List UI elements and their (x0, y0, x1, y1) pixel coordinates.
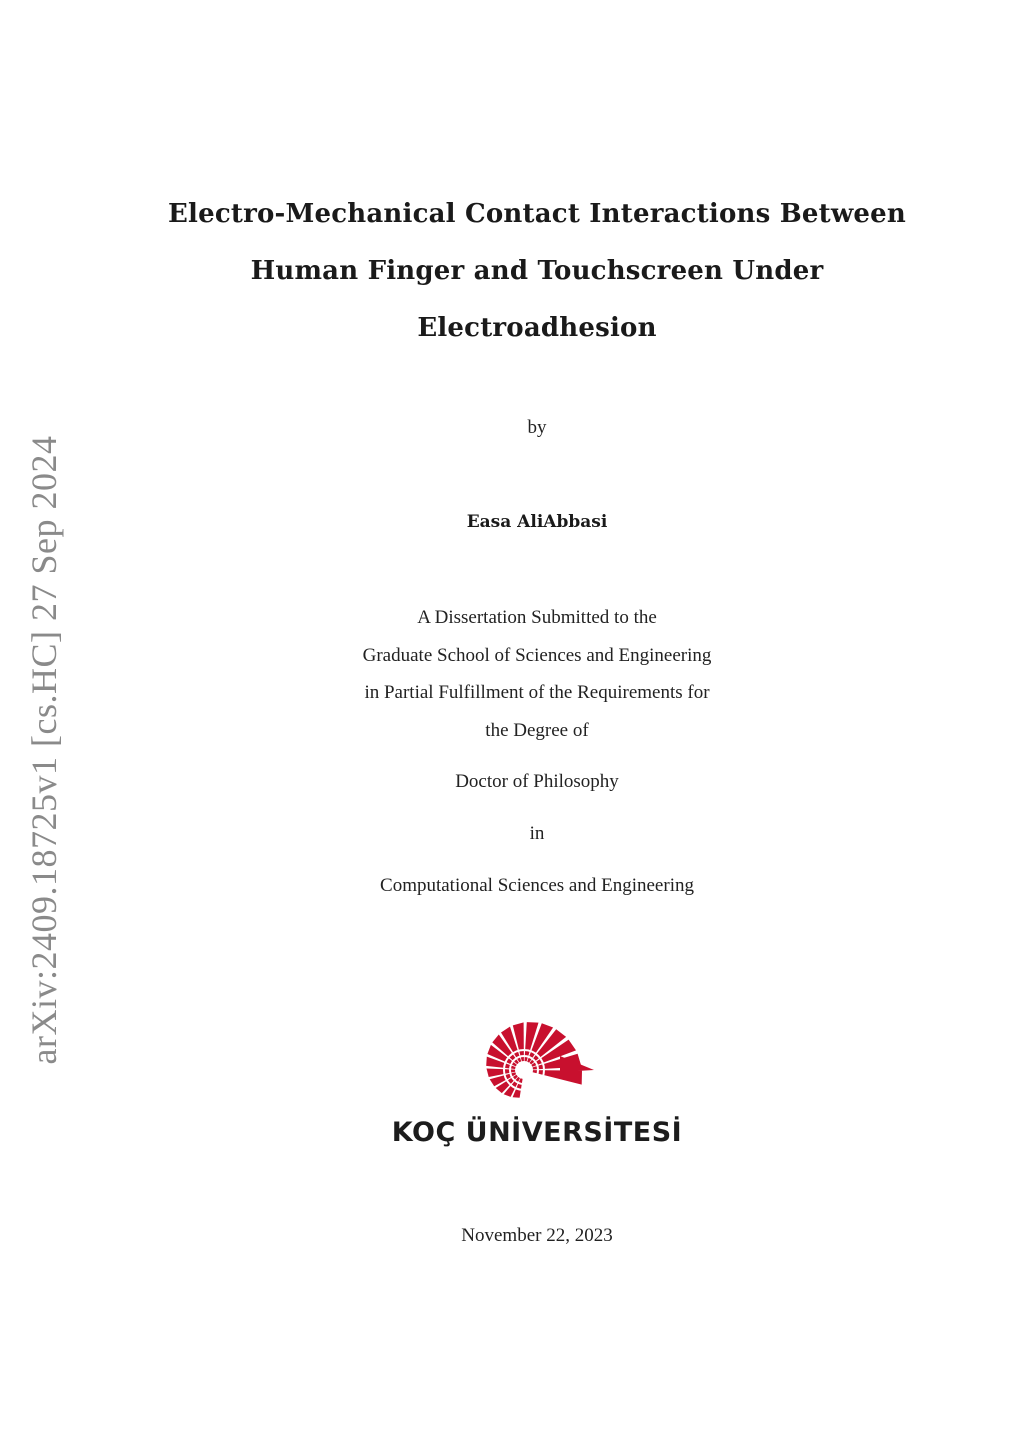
submission-line-4: the Degree of (485, 720, 589, 741)
degree-name: Doctor of Philosophy (455, 771, 619, 792)
submission-line-3: in Partial Fulfillment of the Requirements for (364, 682, 710, 703)
koc-university-wordmark: KOÇ ÜNİVERSİTESİ (391, 1117, 683, 1148)
title-line-1: Electro-Mechanical Contact Interactions Between (168, 199, 906, 229)
by-label: by (527, 417, 547, 438)
title-line-2: Human Finger and Touchscreen Under (250, 256, 824, 286)
program-name: Computational Sciences and Engineering (380, 875, 694, 896)
title-line-3: Electroadhesion (417, 313, 657, 343)
submission-line-1: A Dissertation Submitted to the (417, 607, 657, 628)
in-label: in (529, 823, 545, 844)
author-name: Easa AliAbbasi (466, 512, 608, 532)
arxiv-identifier-stamp: arXiv:2409.18725v1 [cs.HC] 27 Sep 2024 (24, 435, 64, 1065)
submission-date: November 22, 2023 (461, 1225, 613, 1246)
submission-line-2: Graduate School of Sciences and Engineering (362, 645, 712, 666)
koc-university-logo-icon (482, 1012, 598, 1112)
